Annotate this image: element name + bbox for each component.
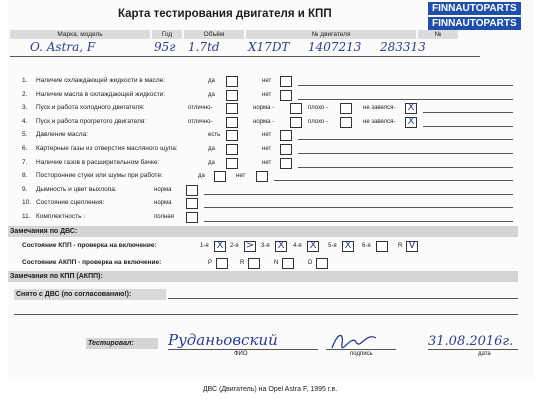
answer-line [423,112,513,113]
question-number: 5. [22,131,28,139]
option-checkbox[interactable] [226,90,238,101]
photo-caption: ДВС (Двигатель) на Opel Astra F, 1995 г.в. [202,386,338,393]
kpp-check-label: Состояние КПП - проверка на включение: [22,242,157,249]
question-number: 9. [22,185,28,193]
answer-line [204,194,513,195]
kpp-gear-label: 5-я [328,243,337,249]
option-checkbox[interactable] [280,158,292,169]
option-label: да [208,159,215,166]
question-number: 11. [22,213,31,220]
option-checkbox[interactable] [256,171,268,182]
option-checkbox[interactable] [340,117,352,128]
answer-line [298,85,513,86]
question-number: 7. [22,158,28,166]
kpp-gear-mark: X [309,240,317,251]
option-label: не завелся- [363,105,396,112]
header-year: Год [152,30,182,39]
watermark-badge-bottom: FINNAUTOPARTS [428,17,521,30]
question-text: Давление масла: [36,131,88,139]
handwritten-serial: 283313 [380,40,426,54]
question-text: Состояние сцепления: [36,199,105,207]
option-label: нет [262,159,272,166]
kpp-gear-label: 4-я [293,243,302,249]
option-checkbox[interactable] [226,144,238,155]
test-card-sheet [8,0,534,378]
option-label: плохо - [308,118,329,125]
akpp-gear-label: N [274,260,279,266]
akpp-check-label: Состояние АКПП - проверка на включение: [22,259,162,266]
question-number: 1. [22,77,28,84]
fio-line [168,349,318,350]
option-label: отлично- [188,105,213,112]
option-label: нет [262,78,272,84]
question-text: Пуск и работа прогретого двигателя: [36,117,147,125]
section-kpp-remarks: Замечания по КПП (АКПП): [8,271,518,282]
option-label: нет [236,173,246,180]
option-label: нет [262,91,272,98]
kpp-gear-mark: X [277,240,285,251]
removed-line-2 [14,314,518,315]
kpp-gear-mark: V [408,240,416,251]
kpp-gear-label: 1-я [200,243,209,249]
question-text: Наличие охлаждающей жидкости в масле: [36,77,166,84]
option-checkbox[interactable] [226,76,238,87]
akpp-gear-checkbox[interactable] [216,258,228,269]
signature-caption: подпись [350,351,373,357]
answer-line [274,180,513,181]
kpp-gear-checkbox[interactable] [376,241,388,252]
test-date-handwritten: 31.08.2016г. [428,334,514,349]
option-label: отлично- [188,118,213,125]
option-checkbox[interactable] [214,171,226,182]
kpp-gear-label: 2-я [230,243,239,249]
option-label: норма [154,186,172,193]
option-label: не завелся- [363,118,396,125]
question-text: Картерные газы из отверстия масляного щупа: [36,145,178,152]
option-label: да [208,146,215,152]
question-text: Наличие масла в охлаждающей жидкости: [36,90,166,98]
kpp-gear-mark: > [245,240,255,251]
question-text: Наличие газов в расширительном бачке: [36,158,160,166]
tester-signature-name: Руданьовский [168,331,278,349]
option-label: полная [154,214,174,220]
kpp-gear-label: R [398,243,403,249]
answer-line [298,153,513,154]
option-label: норма [154,200,172,207]
handwritten-engine-code: X17DT [248,40,290,54]
option-label: норма - [253,118,275,125]
option-checkbox[interactable] [226,117,238,128]
option-checkbox[interactable] [340,103,352,114]
question-number: 6. [22,145,28,152]
answer-line [204,221,513,222]
checkbox-x-mark: X [407,115,415,127]
answer-line [298,139,513,140]
question-number: 4. [22,117,28,125]
header-extra: № [418,30,458,39]
fio-caption: ФИО [234,351,248,357]
option-checkbox[interactable] [186,185,198,196]
answer-line [204,207,513,208]
question-text: Дымность и цвет выхлопа: [36,185,117,193]
date-caption: дата [478,351,491,357]
tested-by-label: Тестировал: [86,338,158,349]
option-checkbox[interactable] [226,158,238,169]
option-label: норма - [253,105,275,112]
question-number: 2. [22,90,28,98]
card-title: Карта тестирования двигателя и КПП [118,8,332,20]
kpp-gear-label: 6-я [362,243,371,249]
option-checkbox[interactable] [186,198,198,209]
removed-line-1 [168,298,518,299]
option-label: да [208,91,215,98]
option-label: есть [208,132,221,139]
question-number: 10. [22,199,32,207]
option-checkbox[interactable] [226,130,238,141]
section-removed-parts: Снято с ДВС (по согласованию!): [14,289,166,300]
handwritten-year: 95г [154,40,176,54]
option-checkbox[interactable] [290,117,302,128]
answer-line [298,167,513,168]
question-text: Посторонние стуки или шумы при работе: [36,172,163,180]
header-engine-number: № двигателя [246,30,416,39]
signature-line [326,349,396,350]
akpp-gear-label: D [308,260,313,266]
kpp-gear-label: 3-я [261,243,270,249]
answer-line [298,99,513,100]
option-checkbox[interactable] [186,212,198,223]
handwritten-engine-number: 1407213 [308,40,362,54]
option-checkbox[interactable] [280,90,292,101]
akpp-gear-checkbox[interactable] [316,258,328,269]
akpp-gear-checkbox[interactable] [248,258,260,269]
watermark-badge-top: FINNAUTOPARTS [428,2,521,15]
option-checkbox[interactable] [280,76,292,87]
option-label: нет [262,146,272,152]
handwritten-model: O. Astra, F [30,40,96,54]
question-number: 3. [22,104,28,112]
option-checkbox[interactable] [280,144,292,155]
header-volume: Объём [184,30,244,39]
question-text: Комплектность : [36,213,86,220]
answer-line [423,126,513,127]
kpp-gear-mark: X [344,240,352,251]
option-checkbox[interactable] [290,103,302,114]
handwritten-volume: 1.7td [188,40,220,54]
akpp-gear-label: R [240,260,245,266]
akpp-gear-checkbox[interactable] [282,258,294,269]
question-number: 8. [22,172,28,180]
header-underline [10,56,480,57]
akpp-gear-label: P [208,260,213,266]
question-text: Пуск и работа холодного двигателя: [36,104,145,112]
kpp-gear-mark: X [216,240,224,251]
header-make-model: Марка, модель [10,30,150,39]
option-label: да [198,173,205,180]
date-line [428,349,518,350]
option-checkbox[interactable] [226,103,238,114]
checkbox-x-mark: X [407,102,415,114]
section-dvs-remarks: Замечания по ДВС: [8,226,518,237]
option-label: нет [262,132,272,139]
option-label: плохо - [308,105,329,112]
option-label: да [208,78,215,84]
option-checkbox[interactable] [280,130,292,141]
